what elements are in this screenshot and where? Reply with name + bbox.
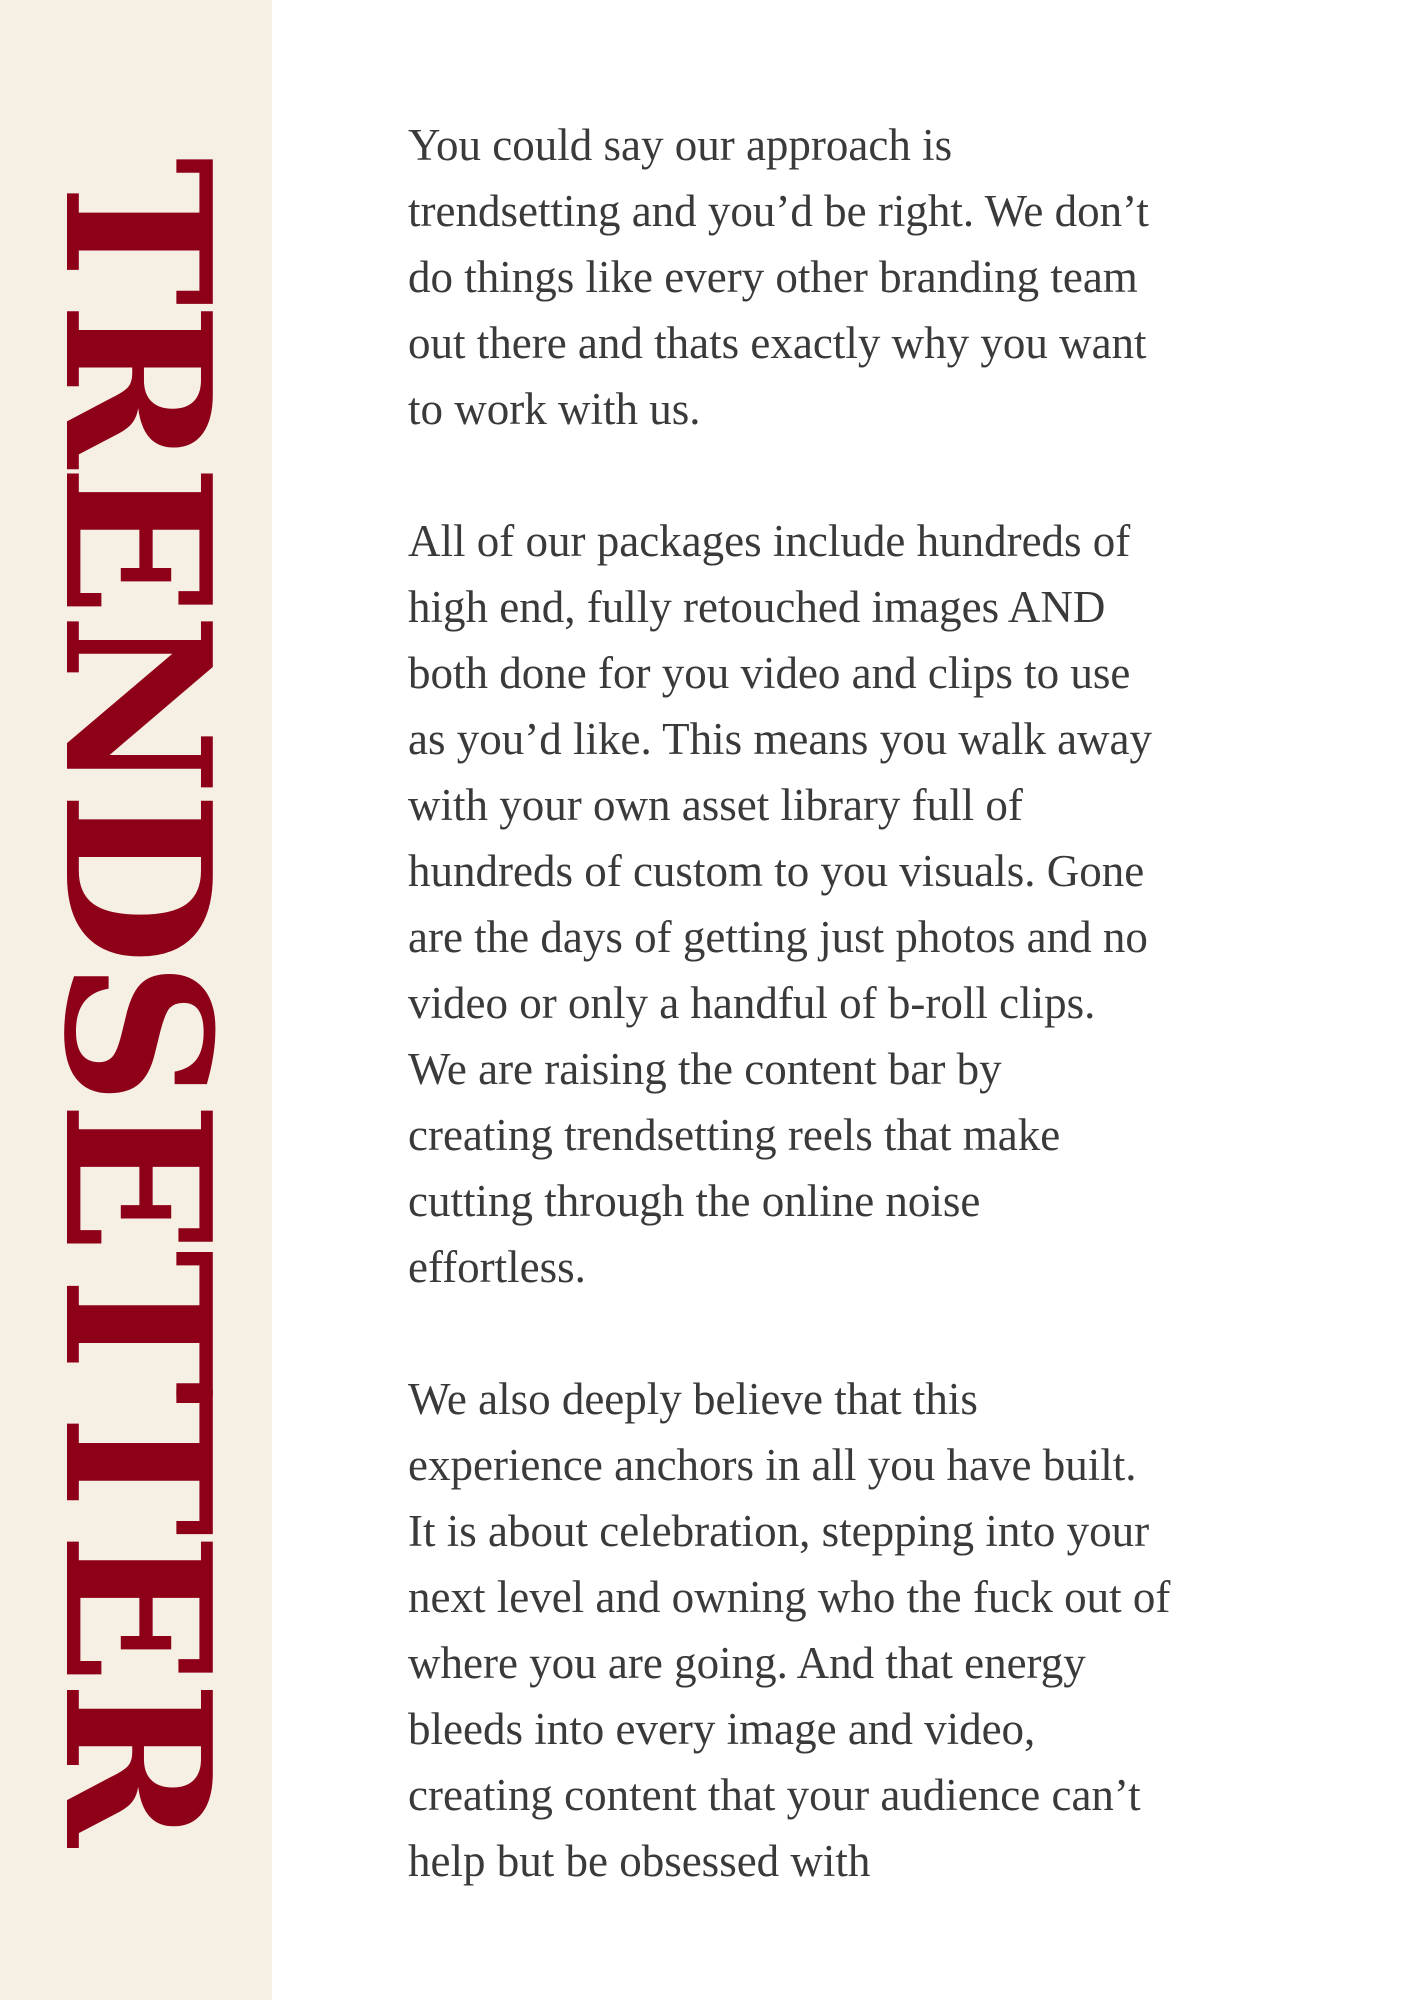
paragraph-experience: We also deeply believe that this experience anchors in all you have built. It is about celebration, stepping into your next level and owning who the fuck out of where you are going. And that energy bleeds into every image and video, creating content that your audience can’t help but be obsessed with	[408, 1374, 1171, 1886]
vertical-title: TRENDSETTER	[19, 157, 254, 1843]
paragraph-approach: You could say our approach is trendsetting and you’d be right. We don’t do things like every other branding team out there and thats exactly why you want to work with us.	[408, 120, 1149, 434]
body-text	[408, 112, 1308, 1960]
paragraph-packages: All of our packages include hundreds of high end, fully retouched images AND both done for you video and clips to use as you’d like. This means you walk away with your own asset library full of hundreds of custom to you visuals. Gone are the days of getting just photos and no video or only a handful of b-roll clips. We are raising the content bar by creating trendsetting reels that make cutting through the online noise effortless.	[408, 516, 1153, 1292]
sidebar-panel	[0, 0, 272, 2000]
